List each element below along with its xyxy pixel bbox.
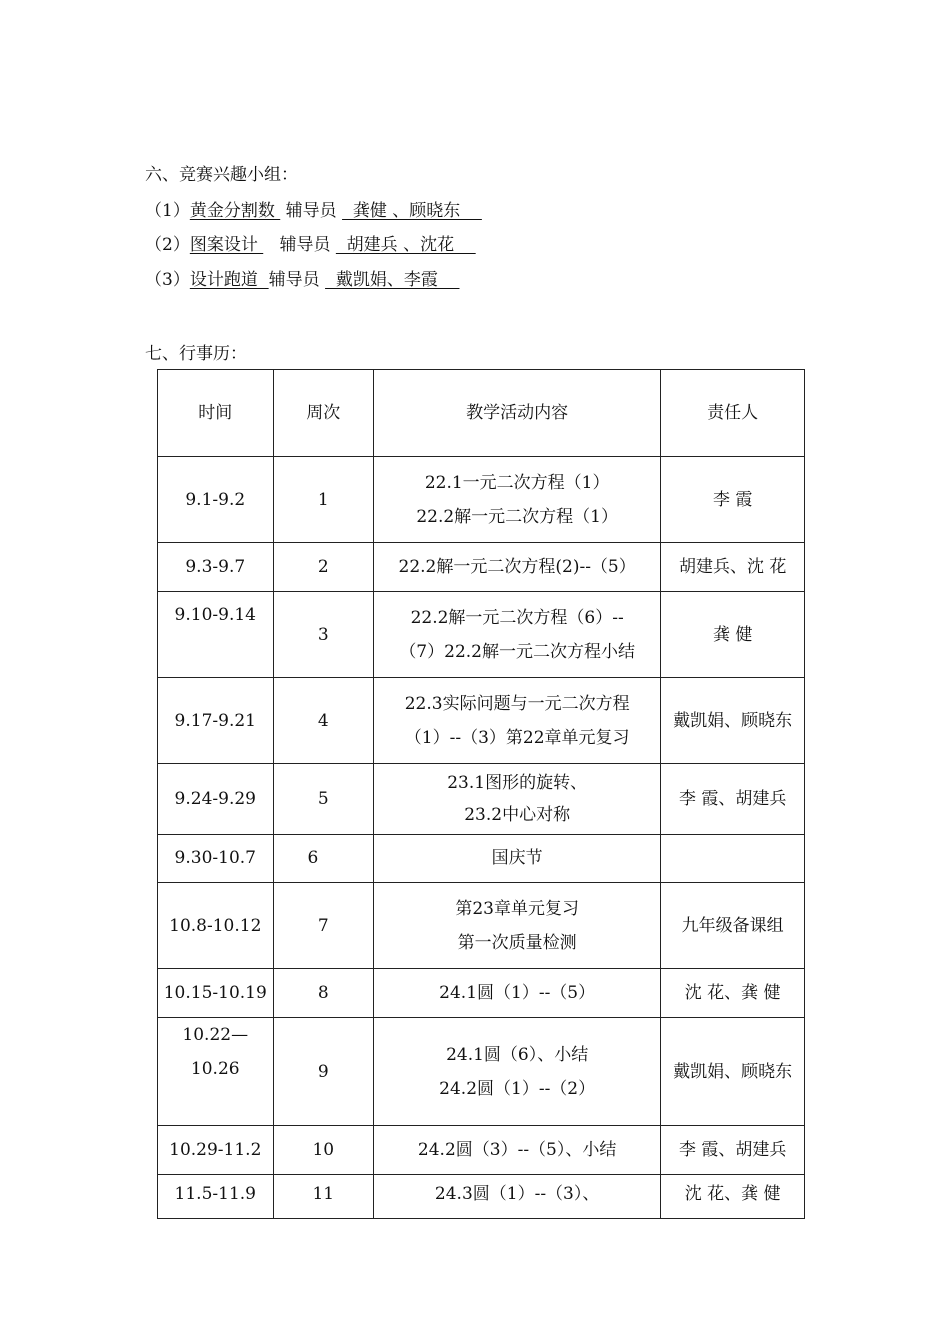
content-line: 24.1圆（6）、小结 [446,1044,589,1065]
table-row [158,1126,805,1175]
person-cell: 李 霞、胡建兵 [661,1126,805,1175]
person-cell: 李 霞 [661,457,805,543]
header-time: 时间 [158,370,274,457]
content-line: 22.3实际问题与一元二次方程 [404,693,630,714]
time-cell: 9.24-9.29 [158,764,274,835]
week-cell: 7 [273,883,373,969]
schedule-table [157,369,805,1219]
week-cell: 11 [273,1175,373,1219]
table-row [158,969,805,1018]
person-cell [661,835,805,883]
time-cell [158,1018,274,1126]
group-line-2 [145,230,476,255]
week-cell: 6 [273,835,373,883]
time-cell: 10.8-10.12 [158,883,274,969]
content-cell [373,1126,660,1175]
person-cell: 沈 花、龚 健 [661,1175,805,1219]
time-cell: 9.3-9.7 [158,543,274,592]
time-cell: 9.1-9.2 [158,457,274,543]
mentor-names: 龚健 、顾晓东 [342,201,482,221]
section6-title: 六、竞赛兴趣小组： [145,165,298,185]
time-cell: 10.29-11.2 [158,1126,274,1175]
content-line: 22.1一元二次方程（1） [424,472,610,493]
time-cell: 11.5-11.9 [158,1175,274,1219]
header-content: 教学活动内容 [373,370,660,457]
group-name: 图案设计 [189,235,264,255]
mentor-names: 胡建兵 、沈花 [335,235,476,255]
table-row [158,883,805,969]
content-cell [373,1175,660,1219]
header-person: 责任人 [661,370,805,457]
content-line: 第23章单元复习 [455,898,579,919]
week-cell: 8 [273,969,373,1018]
week-cell: 3 [273,592,373,678]
content-cell [373,592,660,678]
content-cell [373,1018,660,1126]
table-row [158,457,805,543]
week-cell: 10 [273,1126,373,1175]
content-line: 22.2解一元二次方程（1） [416,506,618,527]
group-line-1 [145,196,482,221]
group-number: （3） [145,270,190,290]
content-line: （7）22.2解一元二次方程小结 [399,641,635,662]
mentor-label: 辅导员 [263,235,336,255]
person-cell: 龚 健 [661,592,805,678]
time-cell: 9.30-10.7 [158,835,274,883]
content-line: 24.2圆（1）--（2） [439,1078,596,1099]
person-cell: 戴凯娟、顾晓东 [661,678,805,764]
content-line: （1）--（3）第22章单元复习 [404,727,630,748]
header-week: 周次 [273,370,373,457]
group-line-3 [145,265,459,290]
week-cell: 1 [273,457,373,543]
content-line: 22.2解一元二次方程（6）-- [410,607,624,628]
time-line: 10.26 [190,1059,240,1079]
week-cell: 2 [273,543,373,592]
person-cell: 李 霞、胡建兵 [661,764,805,835]
mentor-label: 辅导员 [280,201,343,221]
content-cell [373,883,660,969]
table-row [158,678,805,764]
table-row [158,1175,805,1219]
content-cell [373,764,660,835]
time-cell: 9.10-9.14 [158,592,274,678]
content-line: 23.2中心对称 [464,805,571,825]
group-number: （1） [145,201,190,221]
group-number: （2） [145,235,190,255]
section7-title: 七、行事历： [145,344,247,364]
content-line: 24.3圆（1）--（3）、 [434,1184,600,1204]
week-cell: 9 [273,1018,373,1126]
table-header-row [158,370,805,457]
content-cell [373,543,660,592]
group-name: 设计跑道 [189,270,269,290]
content-line: 国庆节 [491,848,543,868]
person-cell: 胡建兵、沈 花 [661,543,805,592]
content-cell [373,678,660,764]
mentor-names: 戴凯娟、李霞 [325,270,460,290]
time-cell: 9.17-9.21 [158,678,274,764]
table-row [158,543,805,592]
content-line: 22.2解一元二次方程(2)--（5） [398,557,636,577]
content-line: 第一次质量检测 [457,932,577,953]
week-cell: 4 [273,678,373,764]
table-row [158,764,805,835]
time-cell: 10.15-10.19 [158,969,274,1018]
person-cell: 戴凯娟、顾晓东 [661,1018,805,1126]
table-row [158,592,805,678]
person-cell: 九年级备课组 [661,883,805,969]
mentor-label: 辅导员 [268,270,326,290]
content-line: 24.1圆（1）--（5） [439,983,596,1003]
group-name: 黄金分割数 [189,201,281,221]
week-cell: 5 [273,764,373,835]
time-line: 10.22— [182,1025,249,1045]
table-row [158,1018,805,1126]
content-cell [373,835,660,883]
table-row [158,835,805,883]
person-cell: 沈 花、龚 健 [661,969,805,1018]
content-line: 23.1图形的旋转、 [447,773,588,793]
content-cell [373,457,660,543]
content-line: 24.2圆（3）--（5）、小结 [417,1140,617,1160]
content-cell [373,969,660,1018]
